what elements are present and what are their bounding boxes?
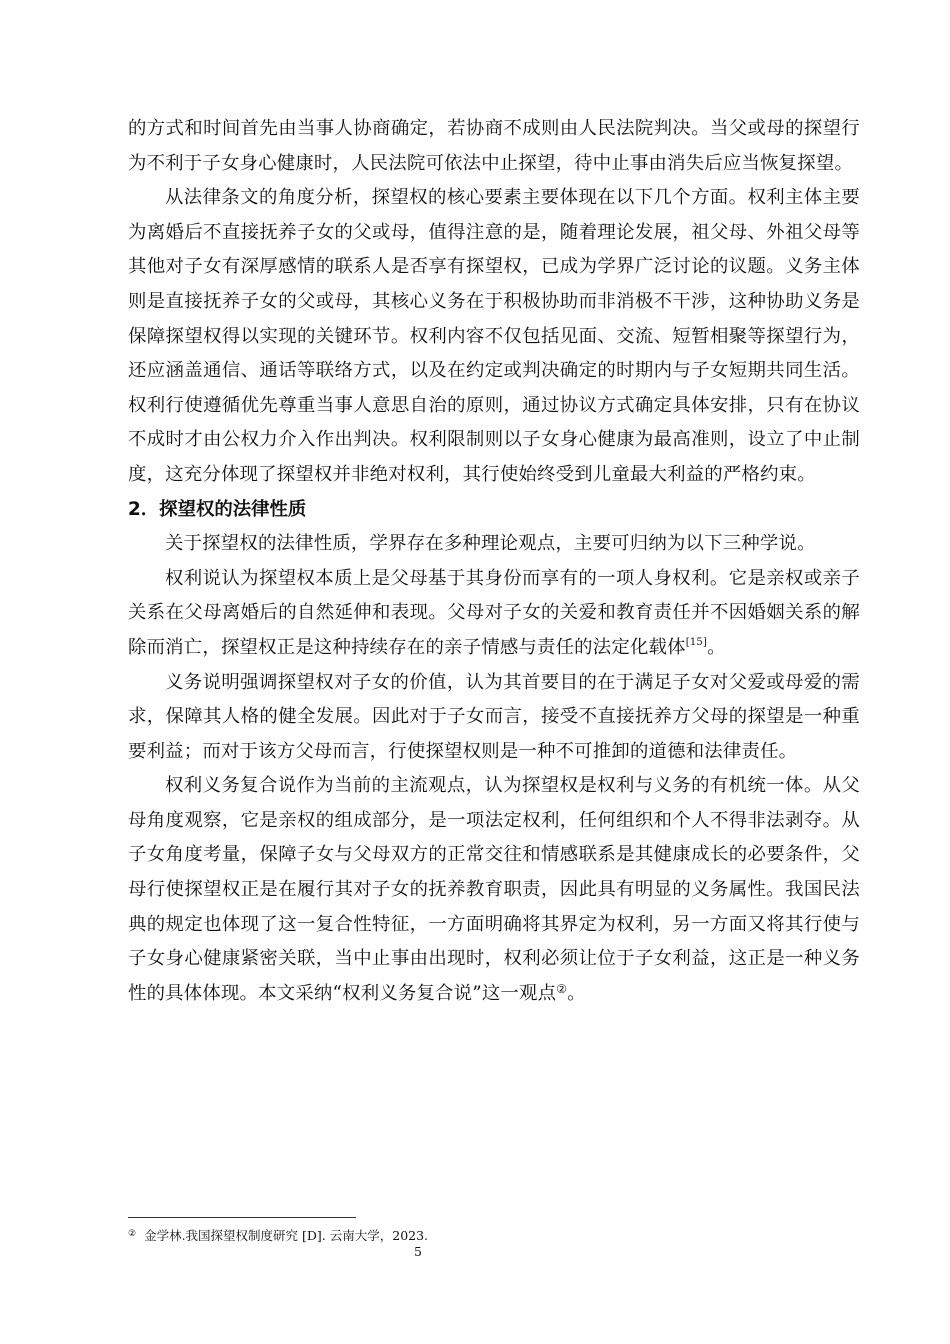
citation-ref: [15] (685, 636, 708, 648)
paragraph-text: 权利说认为探望权本质上是父母基于其身份而享有的一项人身权利。它是亲权或亲子关系在父母离婚后的自然延伸和表现。父母对子女的关爱和教育责任并不因婚姻关系的解除而消亡，探望权正是这种持续存在的亲子情感与责任的法定化载体 (128, 567, 860, 658)
body-text (128, 112, 860, 1011)
paragraph-text: 权利义务复合说作为当前的主流观点，认为探望权是权利与义务的有机统一体。从父母角度观察，它是亲权的组成部分，是一项法定权利，任何组织和个人不得非法剥夺。从子女角度考量，保障子女与父母双方的正常交往和情感联系是其健康成长的必要条件，父母行使探望权正是在履行其对子女的抚养教育职责，因此具有明显的义务属性。我国民法典的规定也体现了这一复合性特征，一方面明确将其界定为权利，另一方面又将其行使与子女身心健康紧密关联，当中止事由出现时，权利必须让位于子女利益，这正是一种义务性的具体体现。本文采纳“权利义务复合说”这一观点 (128, 775, 860, 1004)
footnote-divider (128, 1217, 356, 1218)
paragraph-end: 。 (567, 982, 586, 1004)
footnote (128, 1226, 428, 1244)
paragraph-theories-intro (128, 527, 860, 562)
paragraph-composite-theory (128, 769, 860, 1011)
footnote-ref[interactable]: ② (556, 981, 568, 996)
footnote-text: 金学林.我国探望权制度研究 [D]. 云南大学，2023. (144, 1228, 429, 1243)
page-number: 5 (414, 1244, 422, 1259)
paragraph-legal-elements: 从法律条文的角度分析，探望权的核心要素主要体现在以下几个方面。权利主体主要为离婚后不直接抚养子女的父或母，值得注意的是，随着理论发展，祖父母、外祖父母等其他对子女有深厚感情的联系人是否享有探望权，已成为学界广泛讨论的议题。义务主体则是直接抚养子女的父或母，其核心义务在于积极协助而非消极不干涉，这种协助义务是保障探望权得以实现的关键环节。权利内容不仅包括见面、交流、短暂相聚等探望行为，还应涵盖通信、通话等联络方式，以及在约定或判决确定的时期内与子女短期共同生活。权利行使遵循优先尊重当事人意思自治的原则，通过协议方式确定具体安排，只有在协议不成时才由公权力介入作出判决。权利限制则以子女身心健康为最高准则，设立了中止制度，这充分体现了探望权并非绝对权利，其行使始终受到儿童最大利益的严格约束。 (128, 187, 860, 485)
section-heading: 2．探望权的法律性质 (128, 498, 307, 520)
paragraph-right-theory (128, 562, 860, 666)
paragraph-text: 关于探望权的法律性质，学界存在多种理论观点，主要可归纳为以下三种学说。 (165, 533, 816, 555)
paragraph-duty-theory (128, 666, 860, 770)
footnote-marker: ② (128, 1229, 137, 1239)
paragraph-text: 义务说明强调探望权对子女的价值，认为其首要目的在于满足子女对父爱或母爱的需求，保障其人格的健全发展。因此对于子女而言，接受不直接抚养方父母的探望是一种重要利益；而对于该方父母而言，行使探望权则是一种不可推卸的道德和法律责任。 (128, 671, 860, 762)
paragraph-end: 。 (707, 636, 726, 658)
paragraph-continued: 的方式和时间首先由当事人协商确定，若协商不成则由人民法院判决。当父或母的探望行为不利于子女身心健康时，人民法院可依法中止探望，待中止事由消失后应当恢复探望。 (128, 118, 860, 174)
